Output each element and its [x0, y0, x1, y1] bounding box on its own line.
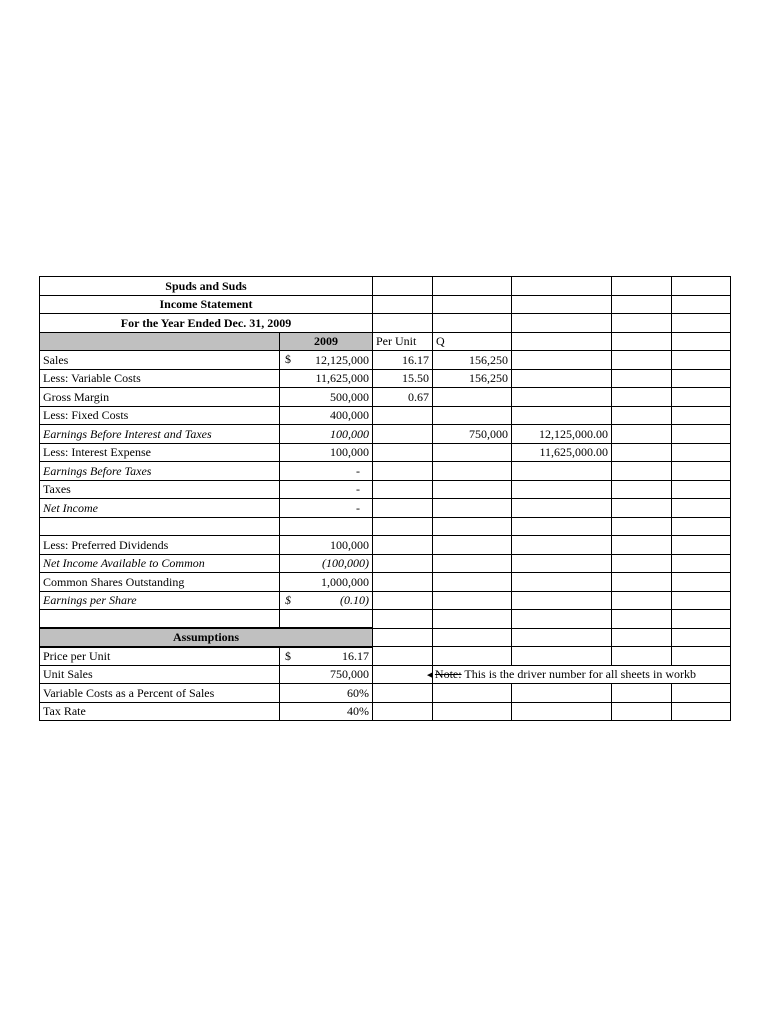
note-prefix: Note:: [434, 666, 462, 681]
ebit-q[interactable]: 750,000: [433, 425, 512, 444]
year-header[interactable]: 2009: [280, 332, 373, 351]
table-row: [40, 665, 731, 684]
driver-note[interactable]: [425, 665, 731, 684]
fixed-costs-label[interactable]: Less: Fixed Costs: [40, 406, 280, 425]
var-pct-label[interactable]: Variable Costs as a Percent of Sales: [40, 684, 280, 703]
per-unit-header[interactable]: Per Unit: [373, 332, 433, 351]
var-pct-value[interactable]: 60%: [280, 684, 373, 703]
gross-margin-label[interactable]: Gross Margin: [40, 388, 280, 407]
sales-value: 12,125,000: [315, 352, 369, 367]
income-statement-sheet: [39, 276, 731, 721]
title-row-period: [40, 314, 731, 333]
eps-value-cell[interactable]: [280, 591, 373, 610]
taxes-value[interactable]: -: [280, 480, 373, 499]
table-row: [40, 684, 731, 703]
sales-per-unit[interactable]: 16.17: [373, 351, 433, 370]
table-row: [40, 647, 731, 666]
ebt-value[interactable]: -: [280, 462, 373, 481]
fixed-costs-value[interactable]: 400,000: [280, 406, 373, 425]
unit-sales-label[interactable]: Unit Sales: [40, 665, 280, 684]
table-row: [40, 499, 731, 518]
preferred-value[interactable]: 100,000: [280, 536, 373, 555]
table-row: [40, 573, 731, 592]
table-row: [40, 702, 731, 721]
interest-value[interactable]: 100,000: [280, 443, 373, 462]
eps-label[interactable]: Earnings per Share: [40, 591, 280, 610]
statement-period: For the Year Ended Dec. 31, 2009: [40, 314, 373, 333]
table-row: [40, 536, 731, 555]
ebit-label[interactable]: Earnings Before Interest and Taxes: [40, 425, 280, 444]
ni-common-label[interactable]: Net Income Available to Common: [40, 554, 280, 573]
table-row: [40, 591, 731, 610]
table-row: [40, 517, 731, 536]
interest-label[interactable]: Less: Interest Expense: [40, 443, 280, 462]
taxes-label[interactable]: Taxes: [40, 480, 280, 499]
shares-label[interactable]: Common Shares Outstanding: [40, 573, 280, 592]
ebit-value[interactable]: 100,000: [280, 425, 373, 444]
price-value: 16.17: [342, 649, 369, 663]
header-blank-cell[interactable]: [40, 332, 280, 351]
variable-costs-label[interactable]: Less: Variable Costs: [40, 369, 280, 388]
table-row: [40, 610, 731, 629]
currency-symbol: $: [285, 352, 291, 366]
sales-value-cell[interactable]: [280, 351, 373, 370]
q-header[interactable]: Q: [433, 332, 512, 351]
net-income-label[interactable]: Net Income: [40, 499, 280, 518]
arrow-left-icon: ◄: [425, 669, 435, 681]
ebt-label[interactable]: Earnings Before Taxes: [40, 462, 280, 481]
variable-costs-value[interactable]: 11,625,000: [280, 369, 373, 388]
company-name: Spuds and Suds: [40, 277, 373, 296]
table-row: [40, 462, 731, 481]
eps-value: (0.10): [340, 593, 369, 608]
currency-symbol: $: [285, 648, 291, 663]
shares-value[interactable]: 1,000,000: [280, 573, 373, 592]
sales-label[interactable]: Sales: [40, 351, 280, 370]
preferred-label[interactable]: Less: Preferred Dividends: [40, 536, 280, 555]
table-row: [40, 388, 731, 407]
table-row: [40, 554, 731, 573]
tax-rate-value[interactable]: 40%: [280, 702, 373, 721]
gross-margin-value[interactable]: 500,000: [280, 388, 373, 407]
tax-rate-label[interactable]: Tax Rate: [40, 702, 280, 721]
variable-costs-q[interactable]: 156,250: [433, 369, 512, 388]
note-text: This is the driver number for all sheets in workb: [461, 666, 696, 681]
price-value-cell[interactable]: [280, 647, 373, 666]
assumptions-header-row: [40, 628, 731, 647]
table-row: [40, 351, 731, 370]
net-income-value[interactable]: -: [280, 499, 373, 518]
unit-sales-value[interactable]: 750,000: [280, 665, 373, 684]
table-row: [40, 425, 731, 444]
statement-name: Income Statement: [40, 295, 373, 314]
table-row: [40, 480, 731, 499]
title-row-statement: [40, 295, 731, 314]
ebit-extra[interactable]: 12,125,000.00: [512, 425, 612, 444]
column-header-row: [40, 332, 731, 351]
table-row: [40, 443, 731, 462]
variable-costs-per-unit[interactable]: 15.50: [373, 369, 433, 388]
title-row-company: [40, 277, 731, 296]
table-row: [40, 369, 731, 388]
currency-symbol: $: [285, 592, 291, 607]
table-row: [40, 406, 731, 425]
assumptions-header[interactable]: Assumptions: [40, 628, 373, 647]
price-label[interactable]: Price per Unit: [40, 647, 280, 666]
interest-extra[interactable]: 11,625,000.00: [512, 443, 612, 462]
gross-margin-per-unit[interactable]: 0.67: [373, 388, 433, 407]
sales-q[interactable]: 156,250: [433, 351, 512, 370]
ni-common-value[interactable]: (100,000): [280, 554, 373, 573]
